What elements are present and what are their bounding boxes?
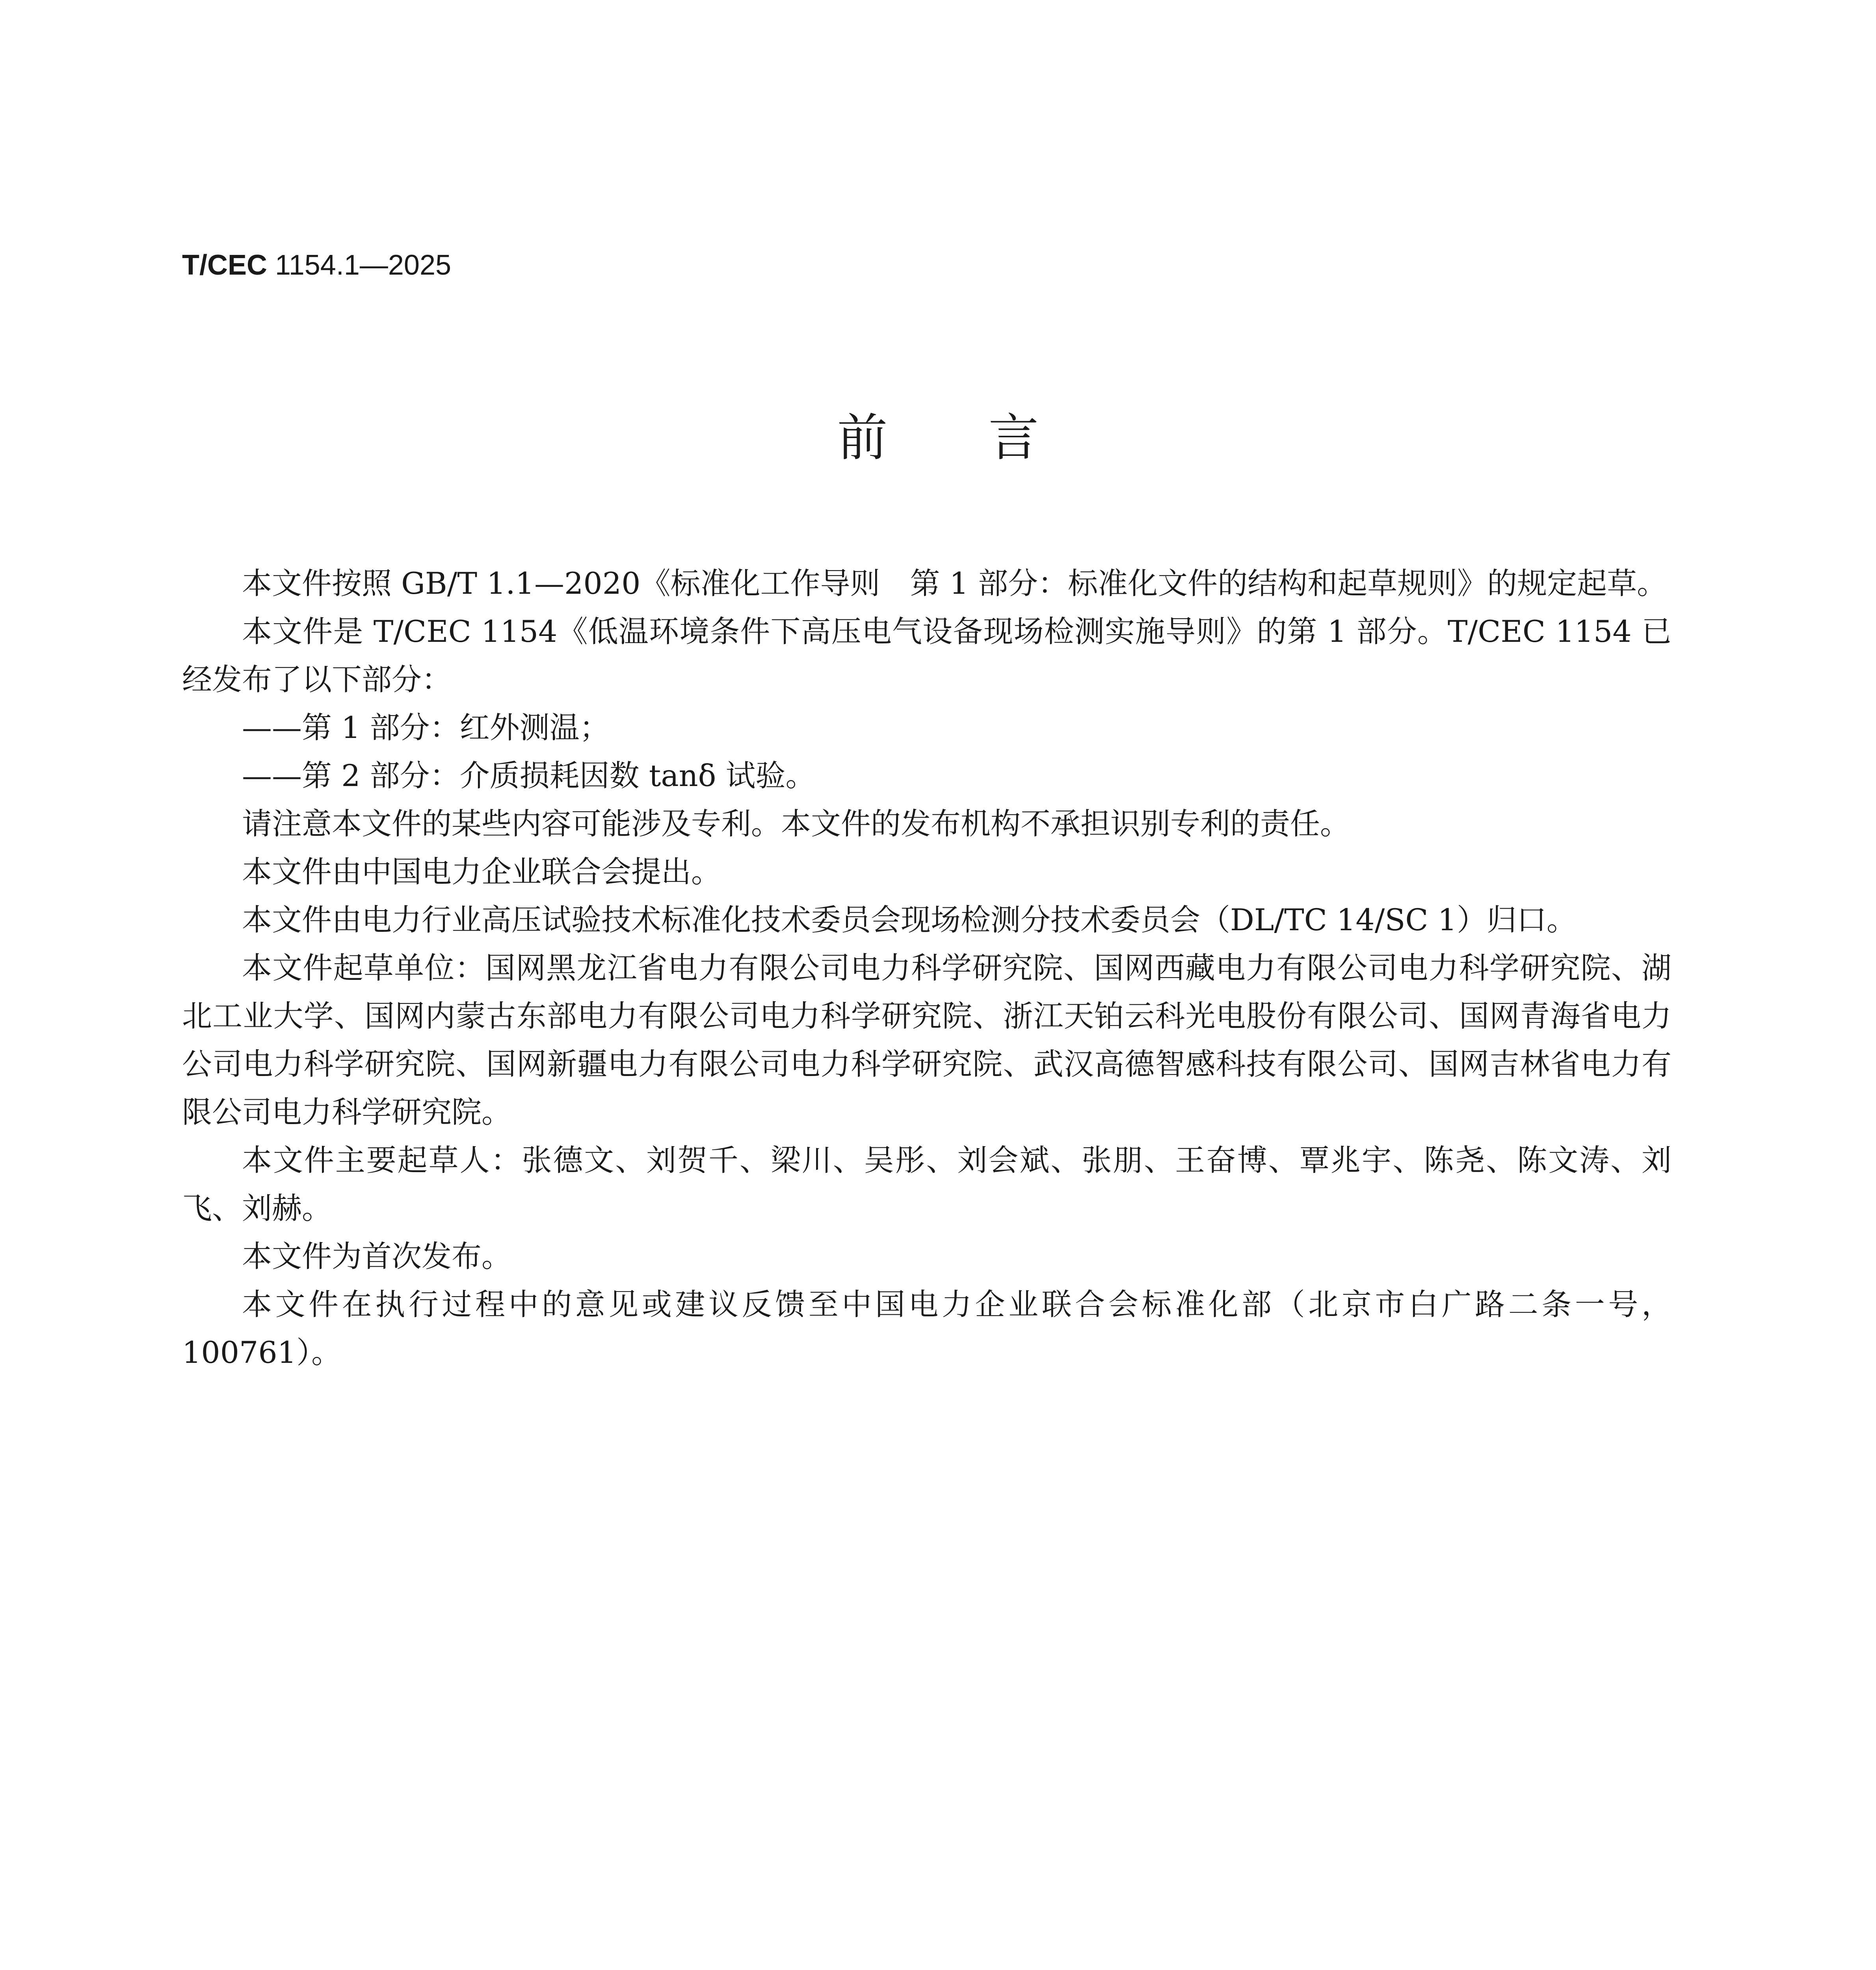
list-item-part-2: ——第 2 部分：介质损耗因数 tanδ 试验。 [242, 758, 816, 793]
paragraph-under-jurisdiction: 本文件由电力行业高压试验技术标准化技术委员会现场检测分技术委员会（DL/TC 14/SC 1）归口。 [242, 902, 1577, 937]
paragraph-proposed-by: 本文件由中国电力企业联合会提出。 [242, 854, 721, 889]
paragraph-drafting-units: 本文件起草单位：国网黑龙江省电力有限公司电力科学研究院、国网西藏电力有限公司电力科学研究院、湖北工业大学、国网内蒙古东部电力有限公司电力科学研究院、浙江天铂云科光电股份有限公司、国网青海省电力公司电力科学研究院、国网新疆电力有限公司电力科学研究院、武汉高德智感科技有限公司、国网吉林省电力有限公司电力科学研究院。 [182, 950, 1671, 1130]
paragraph-main-drafters: 本文件主要起草人：张德文、刘贺千、梁川、吴彤、刘会斌、张朋、王奋博、覃兆宇、陈尧、陈文涛、刘飞、刘赫。 [182, 1143, 1671, 1226]
paragraph-drafting-rules: 本文件按照 GB/T 1.1—2020《标准化工作导则 第 1 部分：标准化文件的结构和起草规则》的规定起草。 [242, 566, 1667, 601]
document-code-prefix: T/CEC [182, 249, 267, 281]
paragraph-first-release: 本文件为首次发布。 [242, 1239, 511, 1274]
paragraph-feedback: 本文件在执行过程中的意见或建议反馈至中国电力企业联合会标准化部（北京市白广路二条一号，100761）。 [182, 1287, 1671, 1370]
page-title: 前言 [837, 409, 1140, 467]
paragraph-patent-notice: 请注意本文件的某些内容可能涉及专利。本文件的发布机构不承担识别专利的责任。 [242, 806, 1350, 841]
paragraph-series-part: 本文件是 T/CEC 1154《低温环境条件下高压电气设备现场检测实施导则》的第 1 部分。T/CEC 1154 已经发布了以下部分： [182, 614, 1671, 697]
document-code [182, 247, 451, 283]
foreword-body [182, 559, 1671, 1377]
list-item-part-1: ——第 1 部分：红外测温； [242, 710, 610, 745]
document-code-number: 1154.1—2025 [267, 249, 452, 281]
